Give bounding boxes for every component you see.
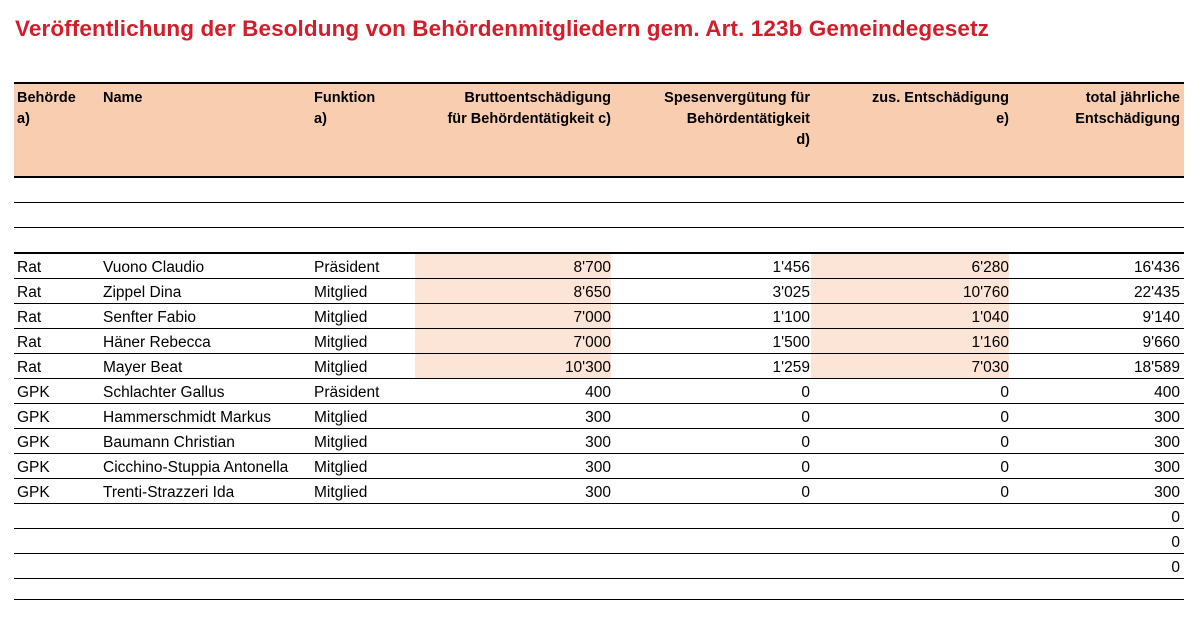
header-spesen-line3: d) — [796, 132, 810, 148]
brutto-cell: 300 — [585, 409, 611, 426]
header-name-line1: Name — [103, 90, 143, 106]
zus-cell: 0 — [1000, 484, 1009, 501]
spesen-cell: 1'500 — [772, 334, 810, 351]
zus-cell: 10'760 — [811, 279, 1009, 303]
name-cell: Baumann Christian — [103, 434, 235, 451]
header-zus — [811, 88, 1009, 130]
behoerde-cell: GPK — [17, 484, 50, 501]
zus-cell: 0 — [1000, 459, 1009, 476]
funktion-cell: Mitglied — [314, 334, 368, 351]
name-cell: Häner Rebecca — [103, 334, 211, 351]
funktion-cell: Mitglied — [314, 309, 368, 326]
funktion-cell: Mitglied — [314, 359, 368, 376]
name-cell: Schlachter Gallus — [103, 384, 225, 401]
spesen-cell: 0 — [801, 459, 810, 476]
table-row — [14, 254, 1184, 279]
header-brutto-line1: Bruttoentschädigung — [464, 90, 611, 106]
funktion-cell: Mitglied — [314, 484, 368, 501]
total-cell: 22'435 — [1133, 284, 1180, 301]
spesen-cell: 0 — [801, 484, 810, 501]
header-spesen-line1: Spesenvergütung für — [664, 90, 810, 106]
header-total-line1: total jährliche — [1085, 90, 1180, 106]
header-brutto-line2: für Behördentätigkeit c) — [447, 111, 611, 127]
behoerde-cell: Rat — [17, 334, 42, 351]
header-behoerde-line1: Behörde — [17, 90, 76, 106]
zus-cell: 0 — [1000, 409, 1009, 426]
name-cell: Mayer Beat — [103, 359, 183, 376]
brutto-cell: 300 — [585, 484, 611, 501]
header-zus-line2: e) — [996, 111, 1009, 127]
funktion-cell: Mitglied — [314, 434, 368, 451]
spesen-cell: 3'025 — [772, 284, 810, 301]
header-zus-line1: zus. Entschädigung — [872, 90, 1009, 106]
spesen-cell: 0 — [801, 434, 810, 451]
spesen-cell: 1'259 — [772, 359, 810, 376]
total-cell: 300 — [1154, 459, 1180, 476]
total-cell: 9'660 — [1142, 334, 1180, 351]
table-row — [14, 279, 1184, 304]
spesen-cell: 0 — [801, 409, 810, 426]
total-cell: 18'589 — [1133, 359, 1180, 376]
header-spesen-line2: Behördentätigkeit — [686, 111, 810, 127]
header-funktion — [314, 88, 375, 130]
brutto-cell: 10'300 — [415, 354, 611, 378]
compensation-table — [14, 82, 1184, 600]
table-row — [14, 479, 1184, 504]
brutto-cell: 400 — [585, 384, 611, 401]
brutto-cell: 8'700 — [415, 254, 611, 278]
table-row — [14, 379, 1184, 404]
table-row — [14, 454, 1184, 479]
header-name — [103, 88, 143, 109]
table-row — [14, 329, 1184, 354]
zus-cell: 0 — [1000, 434, 1009, 451]
total-cell: 0 — [1171, 534, 1180, 551]
table-body — [14, 254, 1184, 504]
funktion-cell: Mitglied — [314, 409, 368, 426]
funktion-cell: Mitglied — [314, 284, 368, 301]
behoerde-cell: Rat — [17, 359, 42, 376]
behoerde-cell: GPK — [17, 409, 50, 426]
spesen-cell: 1'456 — [772, 259, 810, 276]
name-cell: Hammerschmidt Markus — [103, 409, 271, 426]
brutto-cell: 7'000 — [415, 329, 611, 353]
empty-row — [14, 203, 1184, 228]
name-cell: Cicchino-Stuppia Antonella — [103, 459, 289, 476]
header-funktion-line1: Funktion — [314, 90, 376, 106]
name-cell: Trenti-Strazzeri Ida — [103, 484, 235, 501]
name-cell: Zippel Dina — [103, 284, 182, 301]
total-cell: 300 — [1154, 409, 1180, 426]
zus-cell: 7'030 — [811, 354, 1009, 378]
brutto-cell: 300 — [585, 434, 611, 451]
behoerde-cell: Rat — [17, 309, 42, 326]
zus-cell: 1'160 — [811, 329, 1009, 353]
spesen-cell: 0 — [801, 384, 810, 401]
funktion-cell: Mitglied — [314, 459, 368, 476]
page-title: Veröffentlichung der Besoldung von Behördenmitgliedern gem. Art. 123b Gemeindegesetz — [15, 16, 989, 41]
header-spesen — [612, 88, 810, 151]
brutto-cell: 8'650 — [415, 279, 611, 303]
total-cell: 300 — [1154, 434, 1180, 451]
header-behoerde — [17, 88, 76, 130]
name-cell: Senfter Fabio — [103, 309, 197, 326]
header-behoerde-line2: a) — [17, 111, 30, 127]
empty-row — [14, 228, 1184, 254]
brutto-cell: 7'000 — [415, 304, 611, 328]
brutto-cell: 300 — [585, 459, 611, 476]
table-row — [14, 429, 1184, 454]
zus-cell: 1'040 — [811, 304, 1009, 328]
total-cell: 9'140 — [1142, 309, 1180, 326]
zus-cell: 6'280 — [811, 254, 1009, 278]
header-total — [1010, 88, 1180, 130]
name-cell: Vuono Claudio — [103, 259, 205, 276]
spesen-cell: 1'100 — [772, 309, 810, 326]
behoerde-cell: GPK — [17, 434, 50, 451]
funktion-cell: Präsident — [314, 259, 380, 276]
header-brutto — [415, 88, 611, 130]
total-cell: 300 — [1154, 484, 1180, 501]
table-row — [14, 304, 1184, 329]
total-cell: 0 — [1171, 509, 1180, 526]
trailing-row — [14, 529, 1184, 554]
behoerde-cell: Rat — [17, 284, 42, 301]
trailing-row — [14, 504, 1184, 529]
header-total-line2: Entschädigung — [1075, 111, 1180, 127]
empty-row — [14, 579, 1184, 600]
behoerde-cell: GPK — [17, 459, 50, 476]
table-row — [14, 354, 1184, 379]
funktion-cell: Präsident — [314, 384, 380, 401]
table-row — [14, 404, 1184, 429]
trailing-row — [14, 554, 1184, 579]
empty-row — [14, 178, 1184, 203]
table-header — [14, 82, 1184, 178]
zus-cell: 0 — [1000, 384, 1009, 401]
total-cell: 400 — [1154, 384, 1180, 401]
total-cell: 0 — [1171, 559, 1180, 576]
behoerde-cell: Rat — [17, 259, 42, 276]
behoerde-cell: GPK — [17, 384, 50, 401]
total-cell: 16'436 — [1133, 259, 1180, 276]
header-funktion-line2: a) — [314, 111, 327, 127]
